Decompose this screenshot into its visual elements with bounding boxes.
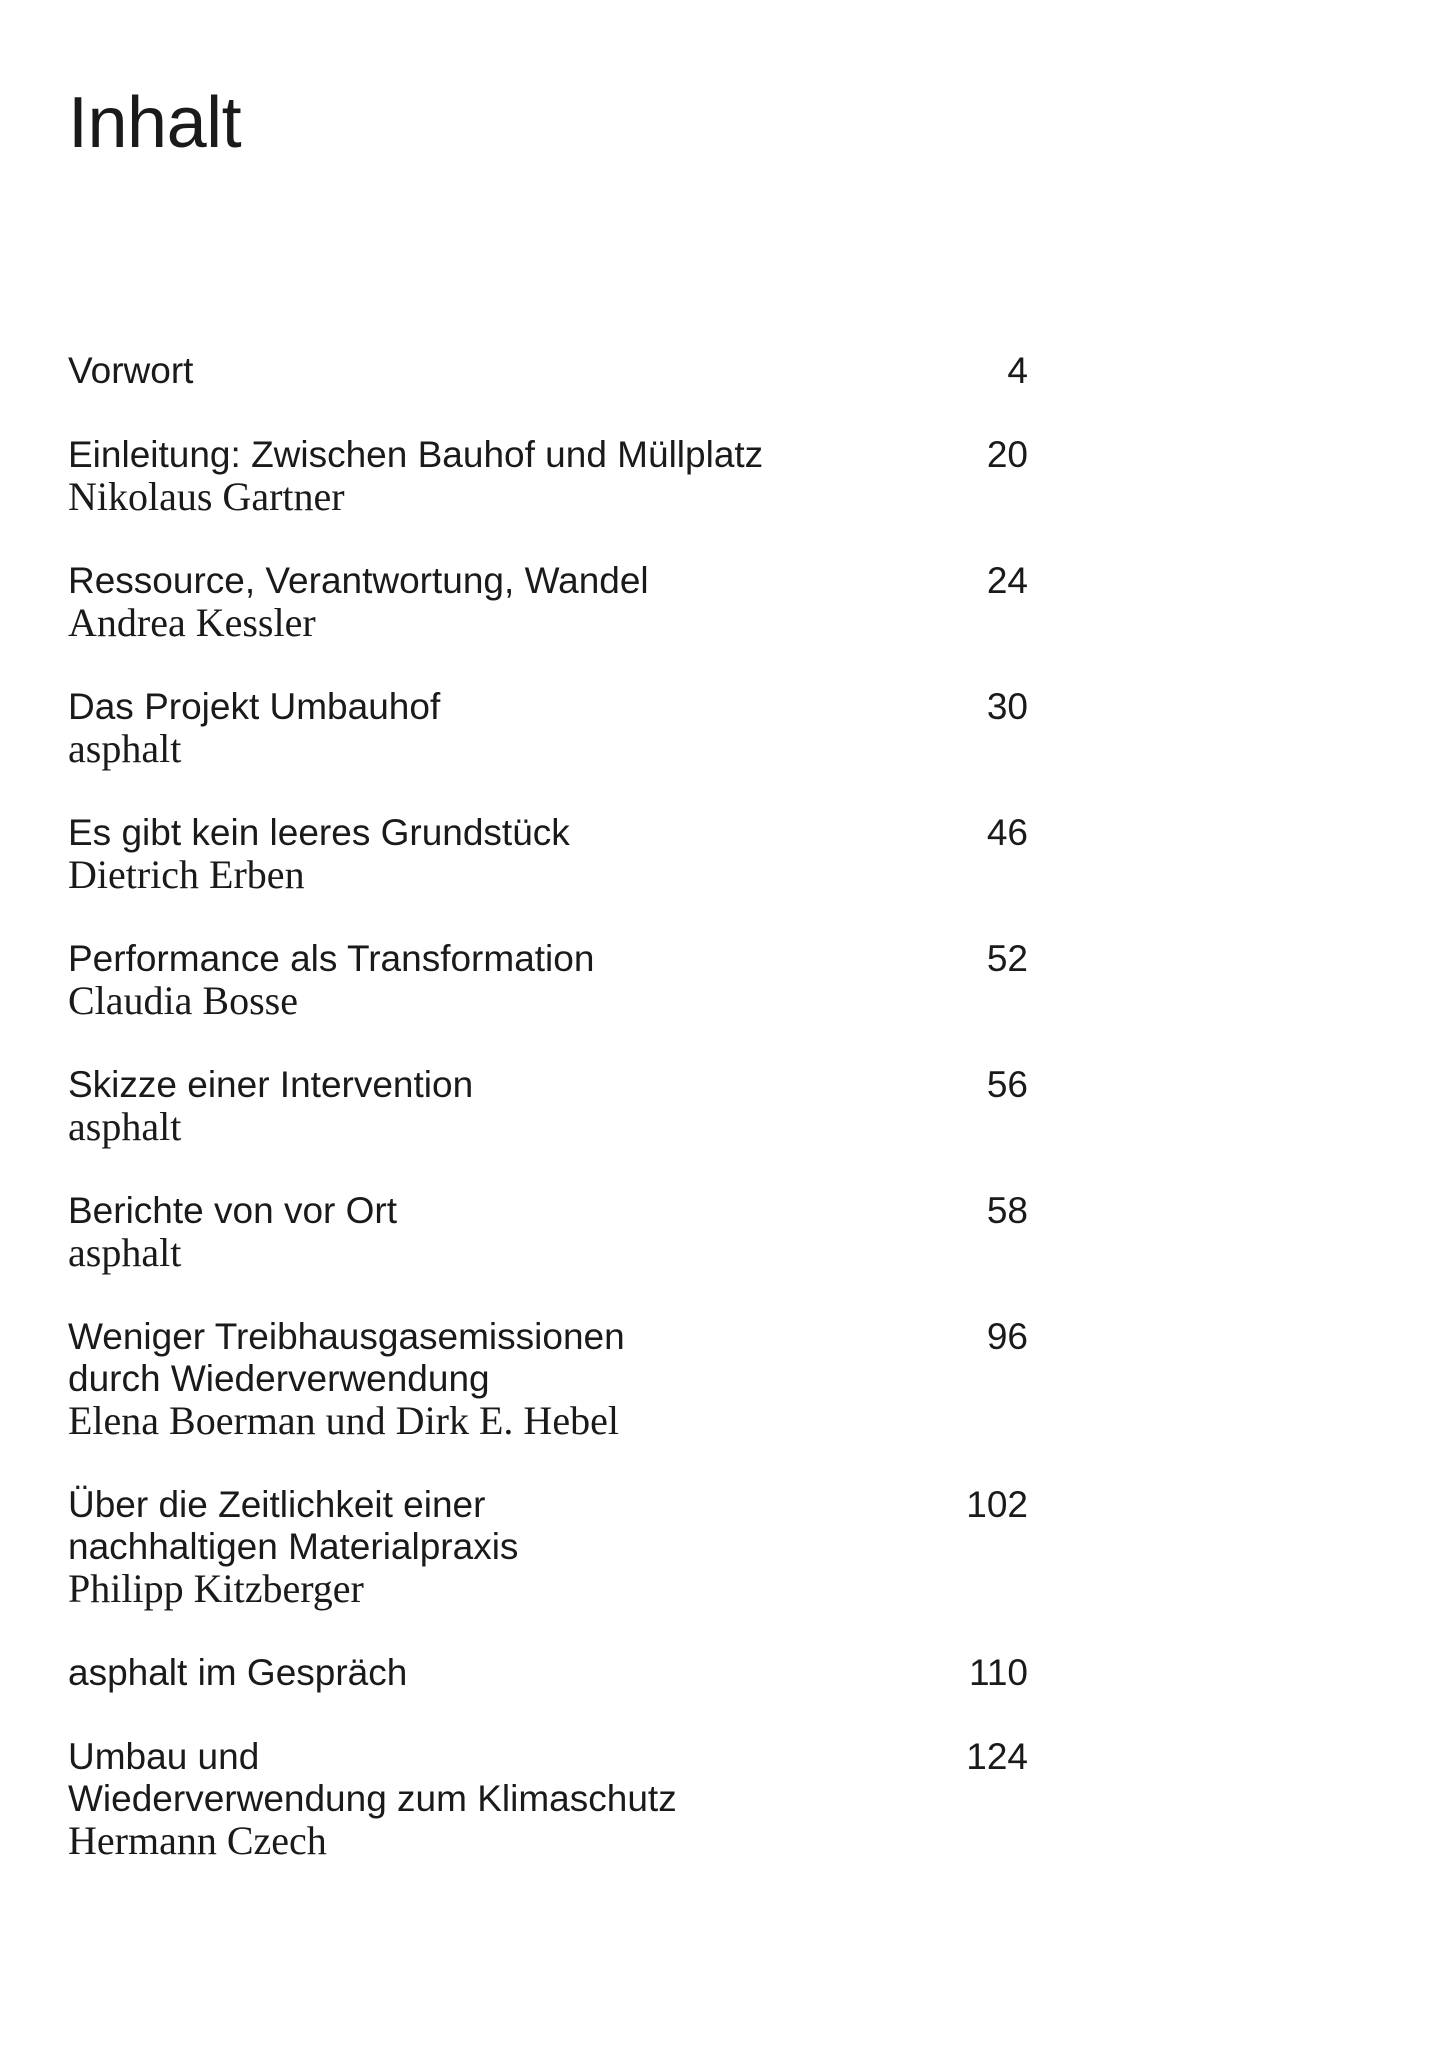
entry-page-number: 110 (969, 1652, 1028, 1693)
entry-page-number: 124 (966, 1736, 1028, 1777)
toc-entry (68, 1484, 1028, 1610)
entry-page-number: 20 (986, 434, 1028, 475)
entry-page-number: 46 (986, 812, 1028, 853)
entry-page-number: 52 (986, 938, 1028, 979)
toc-entry (68, 1652, 1028, 1694)
entry-title: Berichte von vor Ort (68, 1190, 398, 1231)
entry-page-number: 102 (966, 1484, 1028, 1525)
entry-page-number: 96 (986, 1316, 1028, 1357)
table-of-contents (68, 350, 1028, 1904)
entry-author: Claudia Bosse (68, 978, 298, 1023)
entry-author: Andrea Kessler (68, 600, 316, 645)
entry-author: Dietrich Erben (68, 852, 305, 897)
entry-page-number: 56 (986, 1064, 1028, 1105)
entry-page-number: 24 (986, 560, 1028, 601)
page-title: Inhalt (68, 83, 242, 163)
toc-entry (68, 686, 1028, 770)
entry-title: Weniger Treibhausgasemissionen durch Wiederverwendung (68, 1316, 625, 1399)
entry-author: asphalt (68, 1104, 182, 1149)
toc-entry (68, 938, 1028, 1022)
entry-author: Elena Boerman und Dirk E. Hebel (68, 1398, 619, 1443)
entry-title: Ressource, Verantwortung, Wandel (68, 560, 649, 601)
toc-entry (68, 1064, 1028, 1148)
entry-page-number: 30 (986, 686, 1028, 727)
entry-title: asphalt im Gespräch (68, 1652, 408, 1693)
entry-title: Performance als Transformation (68, 938, 595, 979)
entry-title: Vorwort (68, 350, 194, 391)
entry-title: Einleitung: Zwischen Bauhof und Müllplatz (68, 434, 764, 475)
entry-title: Über die Zeitlichkeit einer nachhaltigen Materialpraxis (68, 1484, 519, 1567)
toc-entry (68, 350, 1028, 392)
entry-author: asphalt (68, 726, 182, 771)
entry-title: Es gibt kein leeres Grundstück (68, 812, 570, 853)
toc-entry (68, 434, 1028, 518)
toc-entry (68, 1736, 1028, 1862)
toc-entry (68, 1190, 1028, 1274)
toc-entry (68, 812, 1028, 896)
toc-entry (68, 1316, 1028, 1442)
entry-title: Skizze einer Intervention (68, 1064, 474, 1105)
entry-author: Hermann Czech (68, 1818, 327, 1863)
entry-author: Nikolaus Gartner (68, 474, 345, 519)
entry-author: asphalt (68, 1230, 182, 1275)
toc-entry (68, 560, 1028, 644)
entry-author: Philipp Kitzberger (68, 1566, 364, 1611)
entry-page-number: 58 (986, 1190, 1028, 1231)
entry-title: Das Projekt Umbauhof (68, 686, 441, 727)
entry-page-number: 4 (1007, 350, 1028, 391)
entry-title: Umbau und Wiederverwendung zum Klimaschutz (68, 1736, 677, 1819)
